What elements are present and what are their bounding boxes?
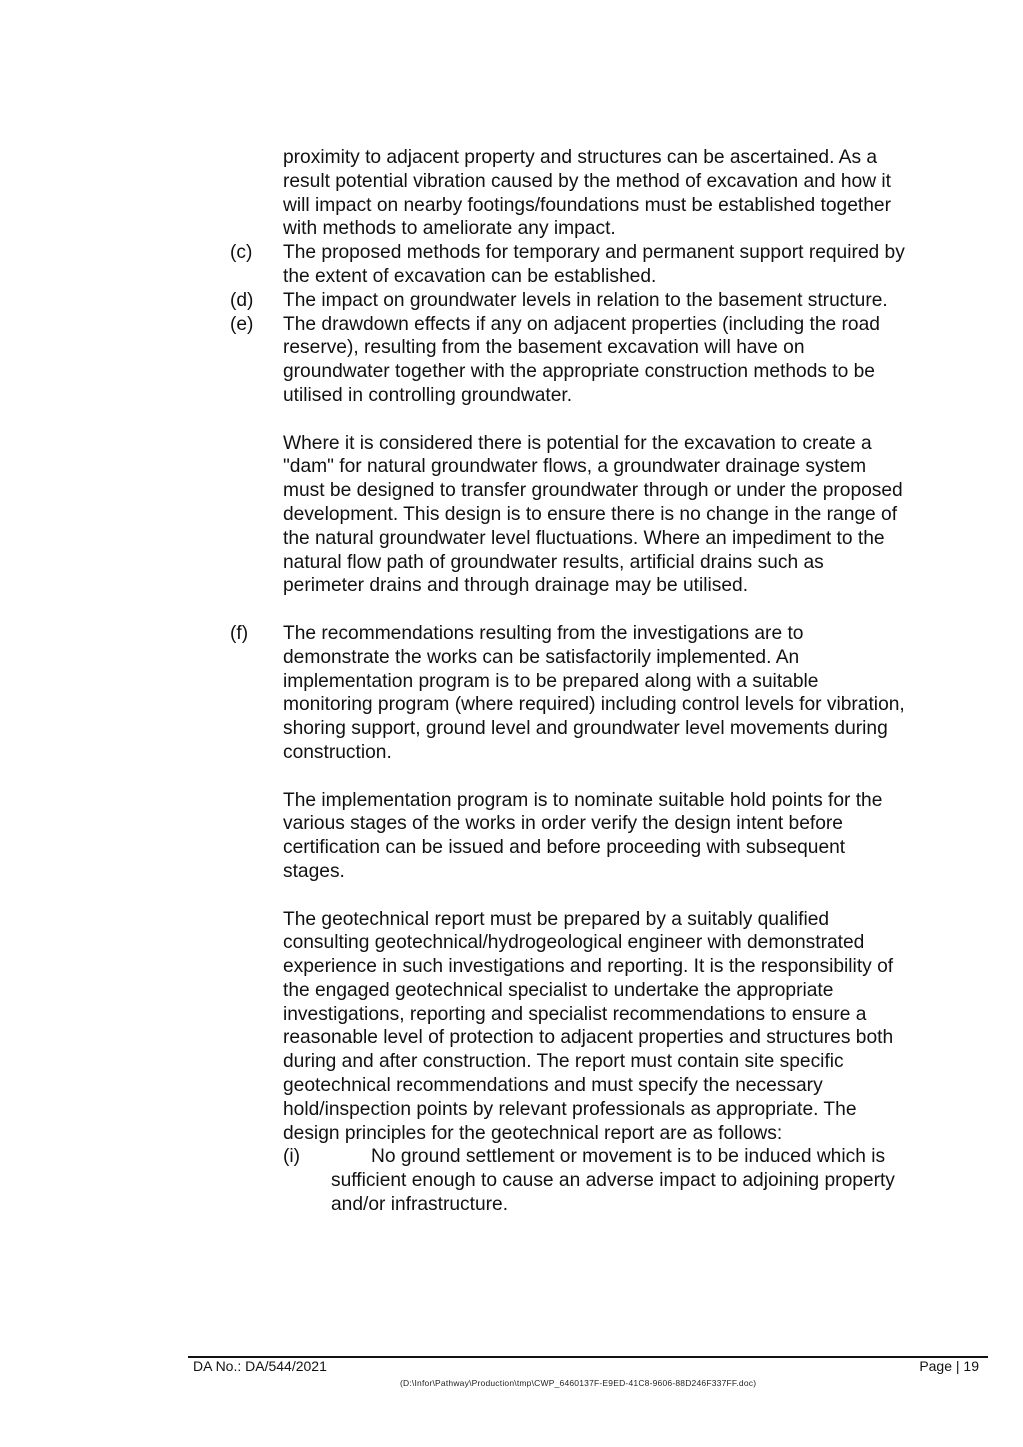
dam-paragraph: Where it is considered there is potential for the excavation to create a "dam" for natural groundwater flows, a groundwater drainage system must be designed to transfer groundwater through or under the proposed development. This design is to ensure there is no change in the range of the natural groundwater level fluctuations. Where an impediment to the natural flow path of groundwater results, artificial drains such as perimeter drains and through drainage may be utilised. [283,432,903,597]
page-body [230,146,910,1217]
paragraph-spacer [230,884,910,908]
list-item-d [230,289,910,313]
list-marker: (c) [230,242,253,264]
paragraph-spacer [230,408,910,432]
list-item-e [230,313,910,408]
list-item-text: The recommendations resulting from the investigations are to demonstrate the works can be satisfactorily implemented. An implementation program is to be prepared along with a suitable monitoring program (where required) including control levels for vibration, shoring support, ground level and groundwater level movements during construction. [283,622,905,763]
list-marker: (d) [230,289,254,311]
implementation-paragraph: The implementation program is to nominate suitable hold points for the various stages of the works in order verify the design intent before certification can be issued and before proceeding with subsequent stages. [283,789,883,882]
list-item-text: The drawdown effects if any on adjacent properties (including the road reserve), resulting from the basement excavation will have on groundwater together with the appropriate construction methods to be utilised in controlling groundwater. [283,313,880,406]
list-item-c [230,241,910,289]
paragraph-spacer [230,598,910,622]
list-item-f [230,622,910,765]
paragraph-spacer [230,765,910,789]
sub-item-i [230,1145,910,1216]
footer-file-path: (D:\Infor\Pathway\Production\tmp\CWP_6460137F-E9ED-41C8-9606-88D246F337FF.doc) [400,1378,757,1388]
report-paragraph: The geotechnical report must be prepared by a suitably qualified consulting geotechnical/hydrogeological engineer with demonstrated experience in such investigations and reporting. It is the responsibility of the engaged geotechnical specialist to undertake the appropriate investigations, reporting and specialist recommendations to ensure a reasonable level of protection to adjacent properties and structures both during and after construction. The report must contain site specific geotechnical recommendations and must specify the necessary hold/inspection points by relevant professionals as appropriate. The design principles for the geotechnical report are as follows: [283,908,894,1144]
sub-item-marker: (i) [283,1146,301,1168]
footer-page-number: Page | 19 [919,1358,979,1374]
list-marker: (f) [230,622,249,644]
sub-item-text [331,1145,910,1216]
footer-da-number: DA No.: DA/544/2021 [193,1358,327,1374]
list-item-text: The proposed methods for temporary and permanent support required by the extent of excavation can be established. [283,242,905,287]
sub-item-content: No ground settlement or movement is to be induced which is sufficient enough to cause an adverse impact to adjoining property and/or infrastructure. [331,1146,895,1216]
list-item-text: The impact on groundwater levels in relation to the basement structure. [283,289,888,311]
list-marker: (e) [230,313,254,335]
continuation-paragraph: proximity to adjacent property and structures can be ascertained. As a result potential vibration caused by the method of excavation and how it will impact on nearby footings/foundations must be established together with methods to ameliorate any impact. [283,147,891,240]
